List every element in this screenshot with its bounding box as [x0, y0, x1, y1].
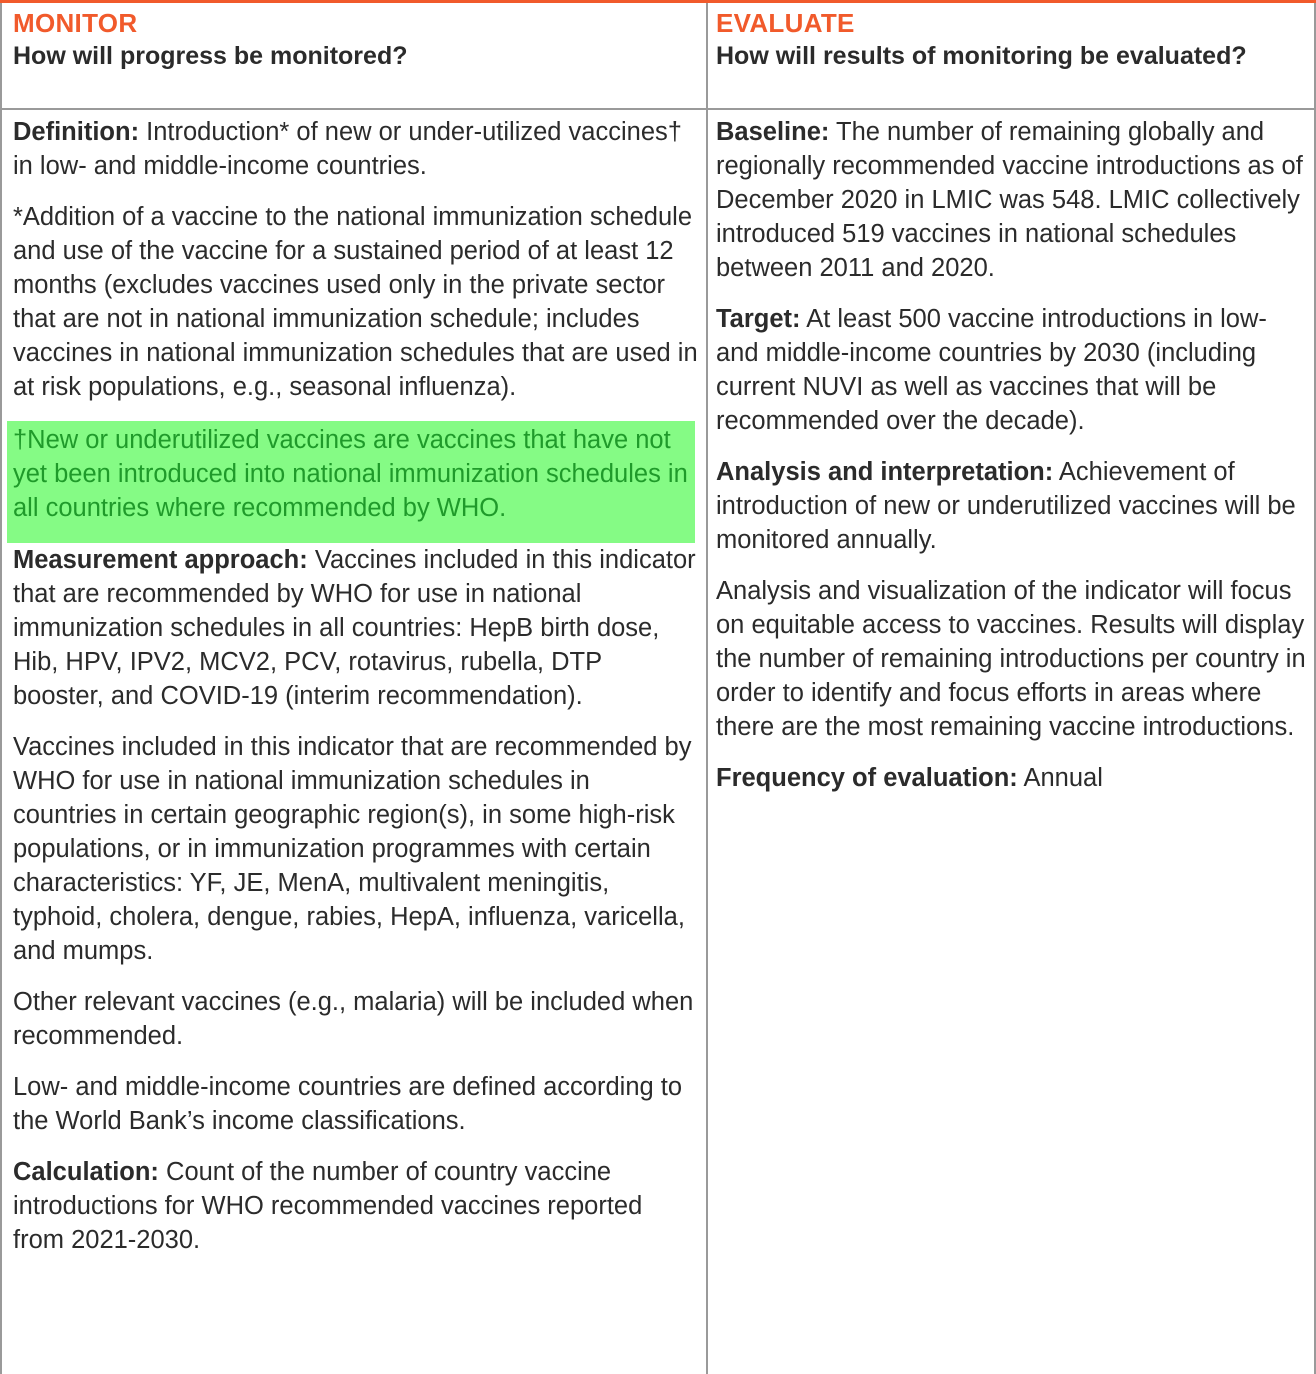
- measurement-approach: [13, 543, 699, 713]
- measurement-text: Vaccines included in this indicator that are recommended by WHO for use in national immunization schedules in all countries: HepB birth dose, Hib, HPV, IPV2, MCV2, PCV, rotavirus, rubella, DTP booster, and COVID-19 (interim recommendation).: [13, 546, 696, 710]
- baseline-text: The number of remaining globally and regionally recommended vaccine introductions as of December 2020 in LMIC was 548. LMIC collectively introduced 519 vaccines in national schedules between 2011 and 2020.: [716, 118, 1303, 282]
- calculation-label: Calculation:: [13, 1158, 159, 1186]
- header-divider: [2, 108, 1316, 110]
- visualization: Analysis and visualization of the indicator will focus on equitable access to vaccines. Results will display the number of remaining introductions per country in order to identify and focus efforts in areas where there are the most remaining vaccine introductions.: [716, 577, 1306, 741]
- evaluate-header: [716, 7, 1247, 73]
- footnote-star: *Addition of a vaccine to the national immunization schedule and use of the vaccine for a sustained period of at least 12 months (excludes vaccines used only in the private sector that are not in national immunization schedule; includes vaccines in national immunization schedules that are used in at risk populations, e.g., seasonal influenza).: [13, 203, 698, 401]
- analysis-text: Achievement of introduction of new or underutilized vaccines will be monitored annually.: [716, 458, 1296, 554]
- target-text: At least 500 vaccine introductions in low- and middle-income countries by 2030 (including current NUVI as well as vaccines that will be recommended over the decade).: [716, 305, 1267, 435]
- column-divider: [706, 3, 708, 1374]
- frequency-label: Frequency of evaluation:: [716, 764, 1018, 792]
- monitor-header: [13, 7, 407, 73]
- frequency-text: Annual: [1017, 764, 1103, 792]
- evaluate-question: How will results of monitoring be evaluated?: [716, 42, 1247, 70]
- measurement-label: Measurement approach:: [13, 546, 308, 574]
- analysis-interpretation: [716, 455, 1312, 557]
- other-vaccines: Other relevant vaccines (e.g., malaria) will be included when recommended.: [13, 988, 694, 1050]
- target: [716, 302, 1312, 438]
- footnote-dagger-highlighted: †New or underutilized vaccines are vaccines that have not yet been introduced into national immunization schedules in all countries where recommended by WHO.: [7, 421, 695, 543]
- evaluate-column: [716, 115, 1312, 812]
- calculation-text: Count of the number of country vaccine introductions for WHO recommended vaccines reported from 2021-2030.: [13, 1158, 643, 1254]
- target-label: Target:: [716, 305, 801, 333]
- baseline-label: Baseline:: [716, 118, 830, 146]
- definition: [13, 115, 699, 183]
- definition-label: Definition:: [13, 118, 140, 146]
- monitor-column: [13, 115, 699, 1274]
- definition-text: Introduction* of new or under-utilized vaccines† in low- and middle-income countries.: [13, 118, 682, 180]
- monitor-kicker: MONITOR: [13, 8, 138, 38]
- monitor-evaluate-table: [0, 3, 1316, 1374]
- regional-vaccines: Vaccines included in this indicator that are recommended by WHO for use in national immunization schedules in countries in certain geographic region(s), in some high-risk populations, or in immunization programmes with certain characteristics: YF, JE, MenA, multivalent meningitis, typhoid, cholera, dengue, rabies, HepA, influenza, varicella, and mumps.: [13, 733, 692, 965]
- lmic-definition: Low- and middle-income countries are defined according to the World Bank’s income classifications.: [13, 1073, 683, 1135]
- frequency: [716, 761, 1312, 795]
- monitor-question: How will progress be monitored?: [13, 42, 408, 70]
- baseline: [716, 115, 1312, 285]
- analysis-label: Analysis and interpretation:: [716, 458, 1054, 486]
- calculation: [13, 1155, 699, 1257]
- evaluate-kicker: EVALUATE: [716, 8, 855, 38]
